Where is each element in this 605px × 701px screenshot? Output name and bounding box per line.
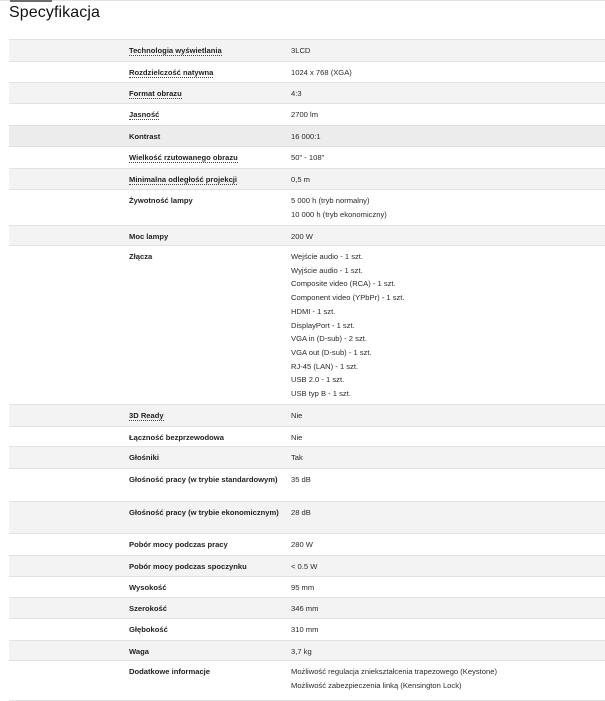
spec-value: 95 mm: [291, 583, 315, 592]
spec-value: < 0.5 W: [291, 562, 318, 571]
table-row: [9, 405, 605, 427]
spec-label[interactable]: Rozdzielczość natywna: [129, 68, 214, 77]
table-row: [9, 246, 605, 405]
spec-value: Wejście audio - 1 szt. Wyjście audio - 1 szt. Composite video (RCA) - 1 szt. Component video (YPbPr) - 1 szt. HDMI - 1 szt. DisplayPort - 1 szt. VGA in (D-sub) - 2 szt. VGA out (D-sub) - 1 szt. RJ-45 (LAN) - 1 szt. USB 2.0 - 1 szt. USB typ B - 1 szt.: [291, 252, 405, 399]
table-row: [9, 577, 605, 598]
spec-label: Pobór mocy podczas pracy: [129, 540, 228, 549]
spec-label: Wysokość: [129, 583, 167, 592]
table-row: [9, 427, 605, 447]
spec-value: 200 W: [291, 232, 313, 241]
spec-label: Głośność pracy (w trybie ekonomicznym): [129, 508, 279, 517]
table-row: [9, 502, 605, 534]
table-row: [9, 469, 605, 502]
table-row: [9, 598, 605, 619]
spec-table: [9, 39, 605, 701]
spec-value: 310 mm: [291, 625, 319, 634]
spec-label: Kontrast: [129, 132, 161, 141]
table-row: [9, 556, 605, 577]
spec-value: 3,7 kg: [291, 647, 312, 656]
spec-label[interactable]: Minimalna odległość projekcji: [129, 175, 238, 184]
spec-value: 28 dB: [291, 508, 311, 517]
spec-label: Głębokość: [129, 625, 168, 634]
top-divider: [0, 0, 605, 1]
table-row: [9, 534, 605, 556]
spec-label: Żywotność lampy: [129, 196, 193, 205]
table-row: [9, 126, 605, 147]
table-row: [9, 447, 605, 469]
spec-label[interactable]: 3D Ready: [129, 411, 164, 420]
table-row: [9, 83, 605, 104]
spec-label: Złącza: [129, 252, 153, 261]
table-row: [9, 190, 605, 226]
table-row: [9, 226, 605, 246]
spec-label: Moc lampy: [129, 232, 169, 241]
spec-label: Dodatkowe informacje: [129, 667, 211, 676]
spec-label[interactable]: Wielkość rzutowanego obrazu: [129, 153, 238, 162]
spec-label: Głośność pracy (w trybie standardowym): [129, 475, 278, 484]
spec-value: 35 dB: [291, 475, 311, 484]
spec-label: Pobór mocy podczas spoczynku: [129, 562, 247, 571]
table-row: [9, 661, 605, 701]
spec-label[interactable]: Format obrazu: [129, 89, 182, 98]
spec-value: 50" - 108": [291, 153, 325, 162]
spec-value: 4:3: [291, 89, 302, 98]
spec-value: 280 W: [291, 540, 313, 549]
spec-value: 0,5 m: [291, 175, 310, 184]
spec-value: Nie: [291, 433, 303, 442]
spec-value: 2700 lm: [291, 110, 319, 119]
spec-value: Tak: [291, 453, 303, 462]
table-row: [9, 62, 605, 83]
spec-value: 5 000 h (tryb normalny) 10 000 h (tryb ekonomiczny): [291, 196, 387, 219]
table-row: [9, 147, 605, 169]
spec-value: 346 mm: [291, 604, 319, 613]
page-title: Specyfikacja: [9, 4, 101, 21]
spec-value: 16 000:1: [291, 132, 321, 141]
spec-value: Możliwość regulacja zniekształcenia trapezowego (Keystone) Możliwość zabezpieczenia linką (Kensington Lock): [291, 667, 497, 690]
spec-value: 1024 x 768 (XGA): [291, 68, 352, 77]
spec-label: Waga: [129, 647, 149, 656]
spec-label: Łączność bezprzewodowa: [129, 433, 224, 442]
spec-label: Głośniki: [129, 453, 159, 462]
spec-value: Nie: [291, 411, 303, 420]
table-row: [9, 104, 605, 126]
spec-label: Szerokość: [129, 604, 167, 613]
table-row: [9, 169, 605, 190]
table-row: [9, 641, 605, 661]
table-row: [9, 40, 605, 62]
spec-label[interactable]: Technologia wyświetlania: [129, 46, 222, 55]
spec-label[interactable]: Jasność: [129, 110, 160, 119]
spec-value: 3LCD: [291, 46, 311, 55]
table-row: [9, 619, 605, 641]
top-accent: [10, 0, 52, 2]
